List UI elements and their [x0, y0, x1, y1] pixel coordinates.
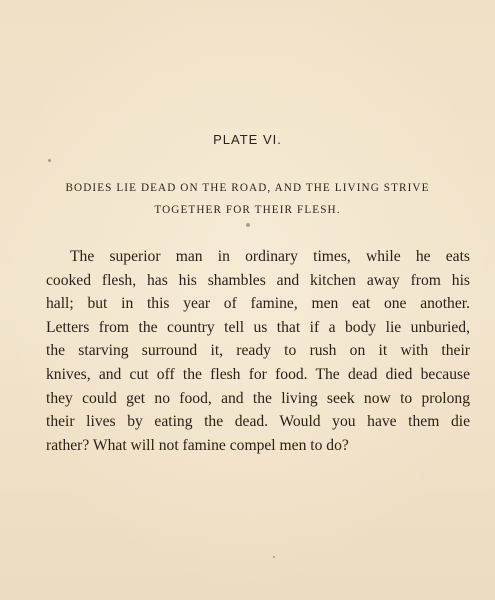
paragraph-line: their lives by eating the dead. Would you have them die — [46, 413, 470, 431]
paragraph-line: rather? What will not famine compel men to do? — [46, 436, 349, 454]
body-paragraph — [46, 245, 470, 457]
caption-line: TOGETHER FOR THEIR FLESH. — [154, 204, 341, 216]
paper-speck — [48, 159, 51, 162]
plate-caption — [30, 177, 465, 221]
paper-speck — [246, 223, 250, 227]
paragraph-line: hall; but in this year of famine, men eat one another. — [46, 295, 470, 313]
paragraph-line: they could get no food, and the living seek now to prolong — [46, 389, 470, 407]
paragraph-line: knives, and cut off the flesh for food. The dead died because — [46, 365, 470, 383]
paragraph-line: the starving surround it, ready to rush on it with their — [46, 342, 470, 360]
paragraph-line: Letters from the country tell us that if a body lie unburied, — [46, 318, 470, 336]
plate-heading: PLATE VI. — [213, 132, 282, 147]
paragraph-line: cooked flesh, has his shambles and kitchen away from his — [46, 271, 470, 289]
paragraph-line: The superior man in ordinary times, while he eats — [70, 248, 470, 265]
paper-speck — [273, 556, 275, 558]
caption-line: BODIES LIE DEAD ON THE ROAD, AND THE LIVING STRIVE — [65, 182, 430, 194]
